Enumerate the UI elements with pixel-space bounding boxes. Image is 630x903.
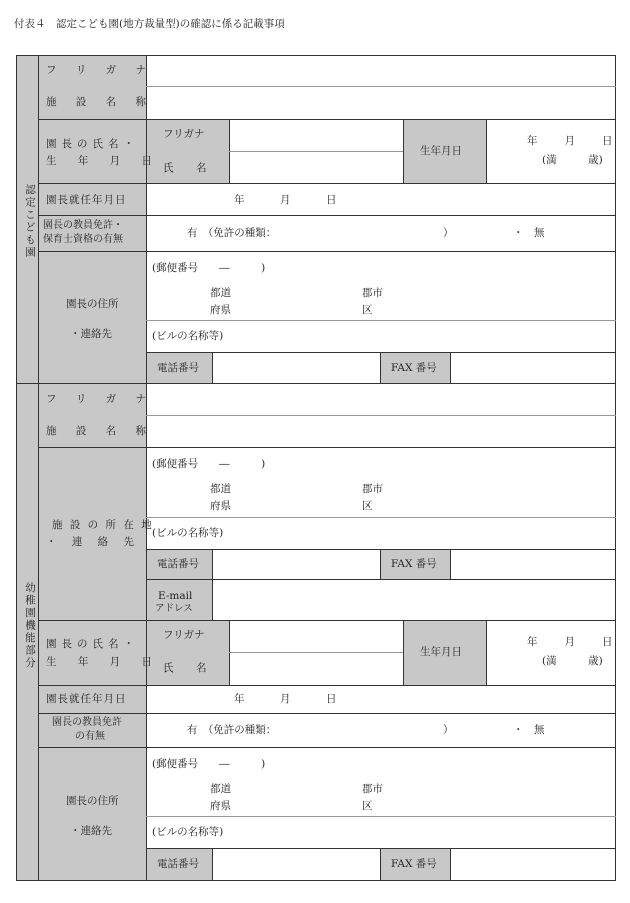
divider: [486, 119, 487, 183]
license-label-1: 園長の教員免許: [52, 717, 122, 728]
location-label-1: 施 設 の 所 在 地: [52, 519, 154, 531]
license-label-2: 保育士資格の有無: [43, 234, 123, 245]
shimei-label: 氏 名: [163, 162, 213, 174]
page-title: 付表４ 認定こども園(地方裁量型)の確認に係る記載事項: [14, 18, 285, 30]
gunshi-2: 区: [362, 500, 373, 512]
divider: [212, 848, 213, 881]
email-label-1: E-mail: [158, 590, 193, 602]
divider: [146, 415, 616, 416]
divider: [38, 747, 616, 748]
building-label: (ビルの名称等): [152, 330, 224, 342]
license-yes: 有 （免許の種類：: [187, 227, 277, 239]
facility-name-label: 施 設 名 称: [46, 96, 155, 108]
location-label-2: ・ 連 絡 先: [46, 536, 141, 548]
address-label-2: ・連絡先: [70, 328, 112, 340]
postal-code: (郵便番号 ― ): [152, 262, 266, 274]
divider: [38, 215, 616, 216]
age-label: (満 歳): [542, 655, 603, 667]
director-name-label: 園長の氏名・: [46, 638, 139, 650]
address-label-2: ・連絡先: [70, 825, 112, 837]
facility-name-label: 施 設 名 称: [46, 425, 155, 437]
divider: [146, 848, 616, 849]
fax-label: FAX 番号: [391, 858, 437, 870]
tel-label: 電話番号: [157, 362, 199, 374]
divider: [212, 352, 213, 383]
gunshi-2: 区: [362, 800, 373, 812]
divider: [38, 620, 616, 621]
email-label-2: アドレス: [155, 603, 193, 614]
todofuken-1: 都道: [210, 287, 231, 299]
postal-code: (郵便番号 ― ): [152, 758, 266, 770]
divider: [38, 251, 616, 252]
gunshi-1: 郡市: [362, 287, 383, 299]
license-close: ）: [443, 724, 454, 736]
divider: [146, 86, 616, 87]
divider: [212, 549, 213, 620]
fax-label: FAX 番号: [391, 558, 437, 570]
divider: [229, 151, 403, 152]
appointed-ymd: 年 月 日: [234, 693, 338, 705]
todofuken-1: 都道: [210, 483, 231, 495]
divider: [38, 119, 616, 120]
divider: [146, 517, 616, 518]
label-divider: [146, 55, 147, 881]
divider: [38, 183, 616, 184]
section-divider: [38, 55, 39, 881]
divider: [38, 447, 616, 448]
furigana-label: フ リ ガ ナ: [46, 393, 155, 405]
todofuken-1: 都道: [210, 783, 231, 795]
appointed-ymd: 年 月 日: [234, 194, 338, 206]
postal-code: (郵便番号 ― ): [152, 458, 266, 470]
license-label-1: 園長の教員免許・: [43, 220, 123, 231]
furigana-small-label: フリガナ: [163, 629, 205, 641]
divider: [146, 320, 616, 321]
divider: [450, 549, 451, 579]
todofuken-2: 府県: [210, 500, 231, 512]
todofuken-2: 府県: [210, 800, 231, 812]
age-label: (満 歳): [542, 154, 603, 166]
divider: [38, 685, 616, 686]
divider: [146, 816, 616, 817]
appointed-label: 園長就任年月日: [46, 194, 127, 206]
furigana-label: フ リ ガ ナ: [46, 64, 155, 76]
fax-label: FAX 番号: [391, 362, 437, 374]
divider: [146, 579, 616, 580]
divider: [380, 848, 381, 881]
ymd-label: 年 月 日: [527, 135, 615, 147]
license-label-2: の有無: [75, 731, 105, 742]
tel-label: 電話番号: [157, 858, 199, 870]
building-label: (ビルの名称等): [152, 826, 224, 838]
address-label-1: 園長の住所: [66, 795, 119, 807]
divider: [403, 620, 404, 685]
furigana-small-label: フリガナ: [163, 128, 205, 140]
outer-border: [16, 55, 616, 881]
license-yes: 有 （免許の種類：: [187, 724, 277, 736]
director-birth-label: 生 年 月 日: [46, 155, 162, 167]
shimei-label: 氏 名: [163, 662, 213, 674]
gunshi-1: 郡市: [362, 783, 383, 795]
address-label-1: 園長の住所: [66, 298, 119, 310]
divider: [38, 713, 616, 714]
divider: [380, 549, 381, 579]
gunshi-1: 郡市: [362, 483, 383, 495]
building-label: (ビルの名称等): [152, 527, 224, 539]
divider: [450, 848, 451, 881]
gunshi-2: 区: [362, 304, 373, 316]
director-birth-label: 生 年 月 日: [46, 656, 162, 668]
birthdate-label: 生年月日: [420, 145, 462, 157]
divider: [403, 119, 404, 183]
section-label-youchien: 幼稚園機能部分: [24, 582, 36, 670]
todofuken-2: 府県: [210, 304, 231, 316]
section-label-kodomoen: 認定こども園: [24, 184, 36, 259]
tel-label: 電話番号: [157, 558, 199, 570]
divider: [486, 620, 487, 685]
section-boundary: [16, 383, 616, 384]
license-no: ・ 無: [513, 227, 545, 239]
director-name-label: 園長の氏名・: [46, 138, 139, 150]
divider: [450, 352, 451, 383]
license-close: ）: [443, 227, 454, 239]
divider: [146, 549, 616, 550]
birthdate-label: 生年月日: [420, 646, 462, 658]
license-no: ・ 無: [513, 724, 545, 736]
divider: [380, 352, 381, 383]
divider: [146, 352, 616, 353]
appointed-label: 園長就任年月日: [46, 693, 127, 705]
ymd-label: 年 月 日: [527, 636, 615, 648]
divider: [229, 652, 403, 653]
